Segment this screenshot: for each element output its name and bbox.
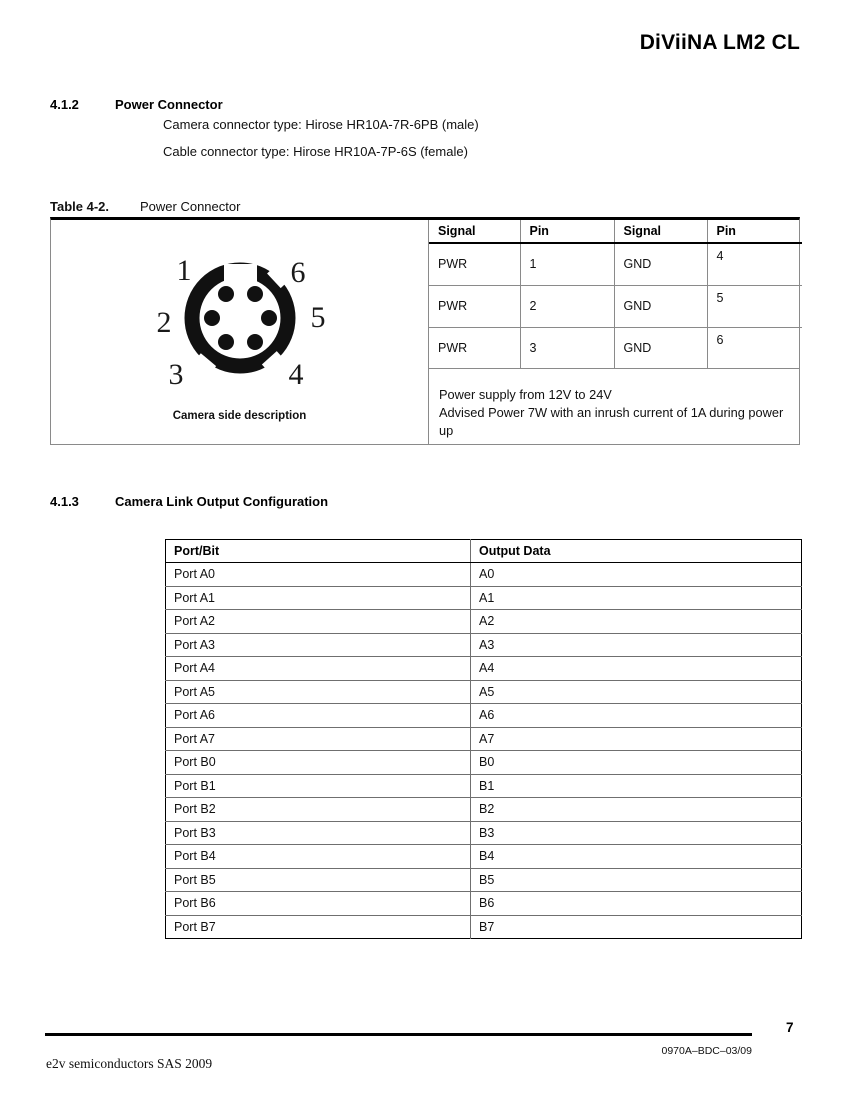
table-row xyxy=(166,610,802,634)
table-cell: Port A5 xyxy=(166,680,471,704)
table-cell: 3 xyxy=(520,327,614,369)
camera-connector-type-line: Camera connector type: Hirose HR10A-7R-6PB (male) xyxy=(163,117,479,132)
diagram-caption: Camera side description xyxy=(172,410,307,422)
table-row xyxy=(166,657,802,681)
pin-label-2: 2 xyxy=(156,306,171,339)
column-header-pin-1: Pin xyxy=(520,220,614,243)
table-cell: Port B3 xyxy=(166,821,471,845)
table-cell: A7 xyxy=(471,727,802,751)
table-cell: B6 xyxy=(471,892,802,916)
section-number: 4.1.2 xyxy=(50,97,79,112)
table-cell: A2 xyxy=(471,610,802,634)
column-header-port-bit: Port/Bit xyxy=(166,540,471,563)
pin-label-1: 1 xyxy=(176,254,191,287)
table-cell: 1 xyxy=(520,243,614,285)
footer-rule xyxy=(45,1033,752,1036)
section-number: 4.1.3 xyxy=(50,494,79,509)
table-cell: Port A4 xyxy=(166,657,471,681)
page-title: DiViiNA LM2 CL xyxy=(639,31,800,54)
table-cell: B3 xyxy=(471,821,802,845)
table-row xyxy=(429,327,802,369)
table-row xyxy=(166,633,802,657)
power-connector-diagram-icon xyxy=(84,234,396,406)
table-cell: PWR xyxy=(429,327,520,369)
power-connector-table xyxy=(50,217,800,445)
table-cell: B2 xyxy=(471,798,802,822)
table-cell: 2 xyxy=(520,285,614,327)
table-cell: Port B5 xyxy=(166,868,471,892)
table-cell: Port B7 xyxy=(166,915,471,939)
table-row xyxy=(429,243,802,285)
table-cell: Port A7 xyxy=(166,727,471,751)
table-cell: A5 xyxy=(471,680,802,704)
copyright-line: e2v semiconductors SAS 2009 xyxy=(46,1056,213,1071)
power-supply-note-line2: Advised Power 7W with an inrush current of 1A during power up xyxy=(439,405,784,438)
power-pinout-table xyxy=(429,220,802,369)
table-cell: B0 xyxy=(471,751,802,775)
camera-link-table-body xyxy=(166,563,802,939)
pin-label-5: 5 xyxy=(310,301,325,334)
table-cell: A6 xyxy=(471,704,802,728)
section-heading-camera-link xyxy=(50,494,328,509)
table-row xyxy=(166,915,802,939)
table-row xyxy=(166,845,802,869)
section-heading-power xyxy=(50,97,223,112)
document-number: 0970A–BDC–03/09 xyxy=(661,1045,752,1057)
table-caption-label: Table 4-2. xyxy=(50,199,110,214)
table-cell: 6 xyxy=(707,327,802,369)
table-row xyxy=(166,704,802,728)
section-title: Power Connector xyxy=(115,97,223,112)
table-cell: GND xyxy=(614,243,707,285)
connector-diagram-cell xyxy=(51,220,428,444)
table-caption xyxy=(50,199,240,214)
table-cell: Port A1 xyxy=(166,586,471,610)
table-header-row xyxy=(166,540,802,563)
table-row xyxy=(429,285,802,327)
table-cell: B4 xyxy=(471,845,802,869)
table-cell: Port A6 xyxy=(166,704,471,728)
table-cell: B5 xyxy=(471,868,802,892)
table-cell: Port B1 xyxy=(166,774,471,798)
table-row xyxy=(166,563,802,587)
page-number: 7 xyxy=(786,1020,794,1035)
table-row xyxy=(166,821,802,845)
table-row xyxy=(166,774,802,798)
pin-label-3: 3 xyxy=(168,358,183,391)
table-cell: A0 xyxy=(471,563,802,587)
camera-link-output-table xyxy=(165,539,802,939)
table-row xyxy=(166,798,802,822)
section-title: Camera Link Output Configuration xyxy=(115,494,329,509)
table-row xyxy=(166,680,802,704)
table-cell: PWR xyxy=(429,285,520,327)
table-cell: A3 xyxy=(471,633,802,657)
table-cell: GND xyxy=(614,327,707,369)
table-cell: 4 xyxy=(707,243,802,285)
column-header-signal-2: Signal xyxy=(614,220,707,243)
pin-label-6: 6 xyxy=(290,256,305,289)
table-cell: Port A2 xyxy=(166,610,471,634)
table-cell: B1 xyxy=(471,774,802,798)
table-cell: Port B2 xyxy=(166,798,471,822)
column-header-pin-2: Pin xyxy=(707,220,802,243)
table-cell: Port B0 xyxy=(166,751,471,775)
table-row xyxy=(166,892,802,916)
table-cell: PWR xyxy=(429,243,520,285)
table-cell: Port B4 xyxy=(166,845,471,869)
table-cell: Port B6 xyxy=(166,892,471,916)
table-caption-title: Power Connector xyxy=(140,199,241,214)
table-header-row xyxy=(429,220,802,243)
table-cell: Port A3 xyxy=(166,633,471,657)
table-cell: A1 xyxy=(471,586,802,610)
table-row xyxy=(166,751,802,775)
column-header-signal-1: Signal xyxy=(429,220,520,243)
power-supply-note xyxy=(429,368,799,444)
camera-link-table-container xyxy=(165,539,801,939)
table-cell: B7 xyxy=(471,915,802,939)
pin-label-4: 4 xyxy=(288,358,303,391)
table-row xyxy=(166,868,802,892)
power-table-body xyxy=(429,243,802,369)
column-header-output-data: Output Data xyxy=(471,540,802,563)
table-cell: 5 xyxy=(707,285,802,327)
power-supply-note-line1: Power supply from 12V to 24V xyxy=(439,387,612,402)
table-row xyxy=(166,586,802,610)
cable-connector-type-line: Cable connector type: Hirose HR10A-7P-6S (female) xyxy=(163,144,468,159)
table-cell: A4 xyxy=(471,657,802,681)
table-row xyxy=(166,727,802,751)
table-cell: GND xyxy=(614,285,707,327)
table-cell: Port A0 xyxy=(166,563,471,587)
power-pinout-cell xyxy=(428,220,799,444)
